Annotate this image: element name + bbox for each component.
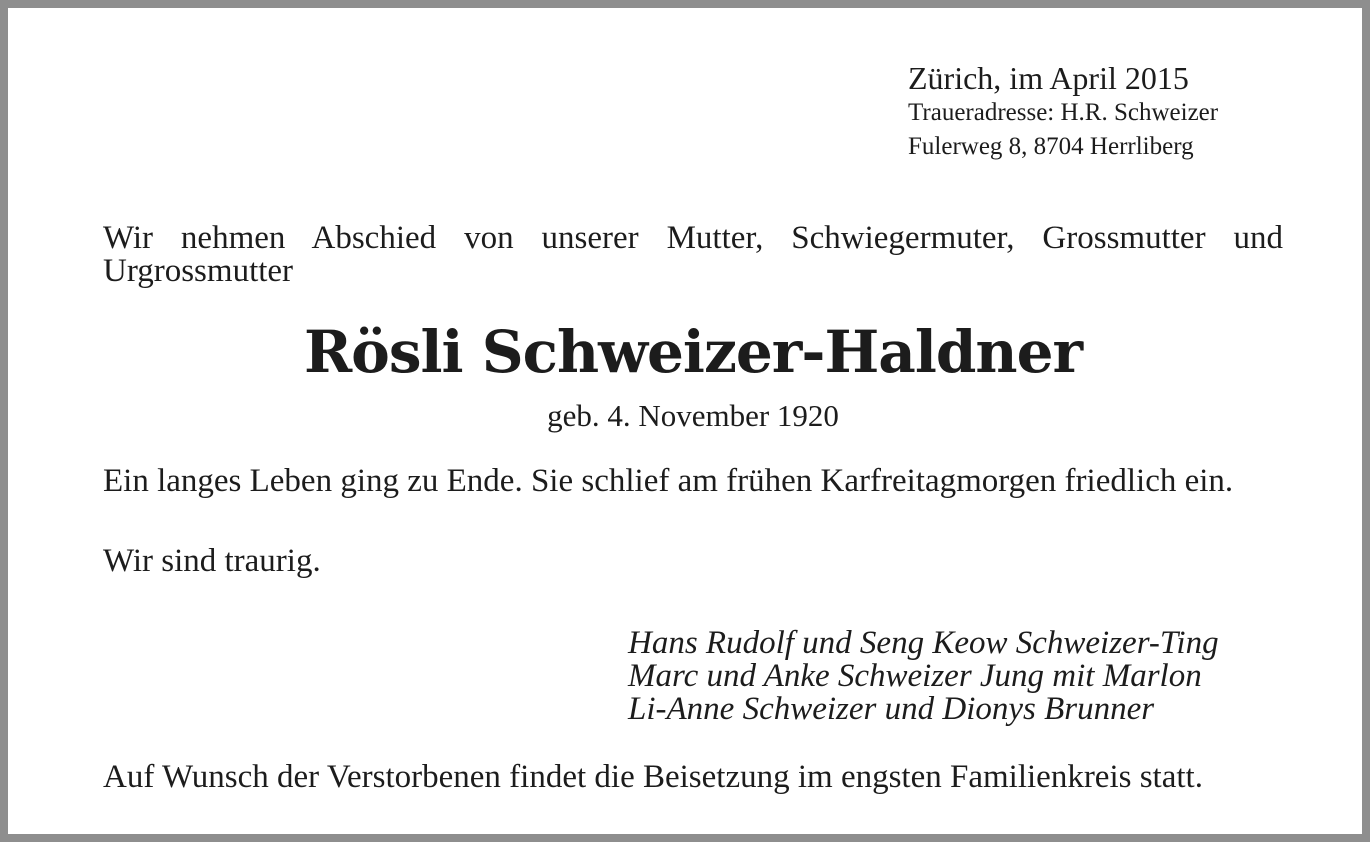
- date-line: Zürich, im April 2015: [908, 60, 1189, 96]
- signer-line: Marc und Anke Schweizer Jung mit Marlon: [628, 658, 1202, 694]
- birth-date: geb. 4. November 1920: [547, 398, 839, 433]
- deceased-name: Rösli Schweizer-Haldner: [303, 318, 1083, 386]
- signer-line: Hans Rudolf und Seng Keow Schweizer-Ting: [628, 625, 1219, 661]
- signers-list: [628, 627, 1219, 726]
- address-line-2: Fulerweg 8, 8704 Herrliberg: [908, 133, 1194, 160]
- body-paragraph-2: Wir sind traurig.: [103, 543, 321, 579]
- body-paragraph-1: Ein langes Leben ging zu Ende. Sie schlief am frühen Karfreitagmorgen friedlich ein.: [103, 463, 1234, 499]
- intro-text: Wir nehmen Abschied von unserer Mutter, Schwiegermuter, Grossmutter und Urgrossmutter: [103, 220, 1283, 289]
- closing-note: Auf Wunsch der Verstorbenen findet die Beisetzung im engsten Familienkreis statt.: [103, 759, 1203, 795]
- signer-line: Li-Anne Schweizer und Dionys Brunner: [628, 691, 1155, 727]
- header-block: [908, 60, 1218, 164]
- address-line-1: Traueradresse: H.R. Schweizer: [908, 99, 1219, 126]
